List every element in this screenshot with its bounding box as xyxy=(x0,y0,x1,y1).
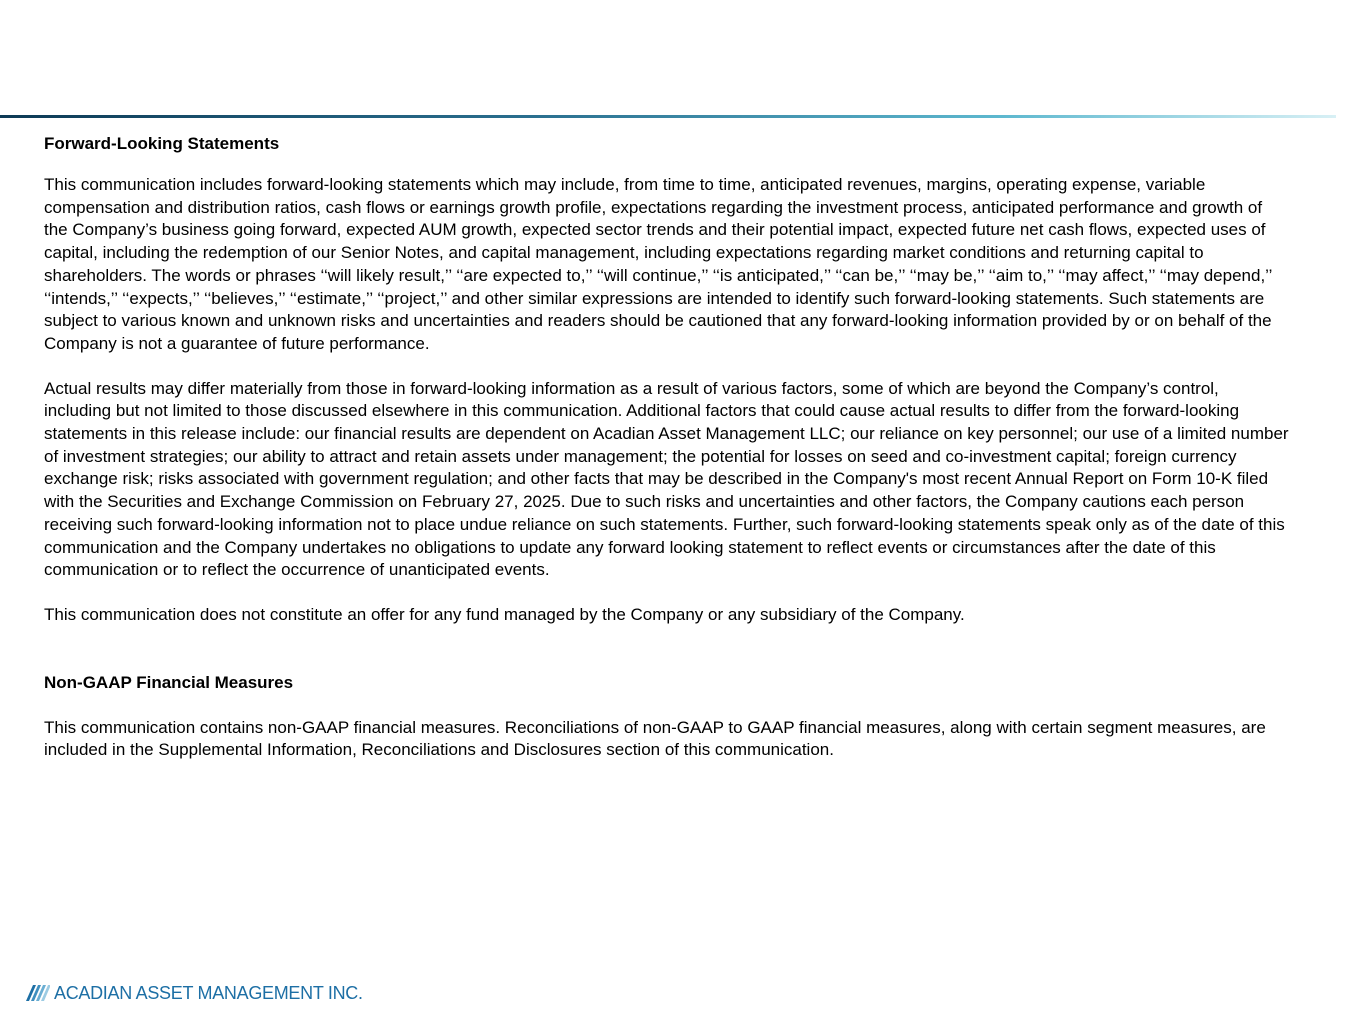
company-logo xyxy=(26,983,363,1003)
non-gaap-paragraph: This communication contains non-GAAP financial measures. Reconciliations of non-GAAP to GAAP financial measures, along with certain segment measures, are included in the Supplemental Information, Reconciliations and Disclosures section of this communication. xyxy=(44,717,1266,760)
header-divider xyxy=(0,115,1336,118)
forward-looking-paragraph-1: This communication includes forward-looking statements which may include, from time to time, anticipated revenues, margins, operating expense, variable compensation and distribution ratios, cash flows or earnings growth profile, expectations regarding the investment process, anticipated performance and growth of the Company’s business going forward, expected AUM growth, expected sector trends and their potential impact, expected future net cash flows, expected uses of capital, including the redemption of our Senior Notes, and capital management, including expectations regarding market conditions and returning capital to shareholders. The words or phrases ‘‘will likely result,’’ ‘‘are expected to,’’ ‘‘will continue,’’ ‘‘is anticipated,’’ ‘‘can be,’’ ‘‘may be,’’ ‘‘aim to,’’ ‘‘may affect,’’ ‘‘may depend,’’ ‘‘intends,’’ ‘‘expects,’’ ‘‘believes,’’ ‘‘estimate,’’ ‘‘project,’’ and other similar expressions are intended to identify such forward-looking statements. Such statements are subject to various known and unknown risks and uncertainties and readers should be cautioned that any forward-looking information provided by or on behalf of the Company is not a guarantee of future performance. xyxy=(44,175,1272,353)
company-logo-text: ACADIAN ASSET MANAGEMENT INC. xyxy=(54,983,363,1003)
document-body xyxy=(44,133,1289,762)
forward-looking-paragraph-3: This communication does not constitute an offer for any fund managed by the Company or any subsidiary of the Company. xyxy=(44,604,965,624)
forward-looking-heading: Forward-Looking Statements xyxy=(44,134,280,153)
acadian-stripes-icon xyxy=(26,985,50,1001)
forward-looking-paragraph-2: Actual results may differ materially from those in forward-looking information as a result of various factors, some of which are beyond the Company’s control, including but not limited to those discussed elsewhere in this communication. Additional factors that could cause actual results to differ from the forward-looking statements in this release include: our financial results are dependent on Acadian Asset Management LLC; our reliance on key personnel; our use of a limited number of investment strategies; our ability to attract and retain assets under management; the potential for losses on seed and co-investment capital; foreign currency exchange risk; risks associated with government regulation; and other facts that may be described in the Company's most recent Annual Report on Form 10-K filed with the Securities and Exchange Commission on February 27, 2025. Due to such risks and uncertainties and other factors, the Company cautions each person receiving such forward-looking information not to place undue reliance on such statements. Further, such forward-looking statements speak only as of the date of this communication and the Company undertakes no obligations to update any forward looking statement to reflect events or circumstances after the date of this communication or to reflect the occurrence of unanticipated events. xyxy=(44,378,1289,580)
non-gaap-heading: Non-GAAP Financial Measures xyxy=(44,672,294,692)
